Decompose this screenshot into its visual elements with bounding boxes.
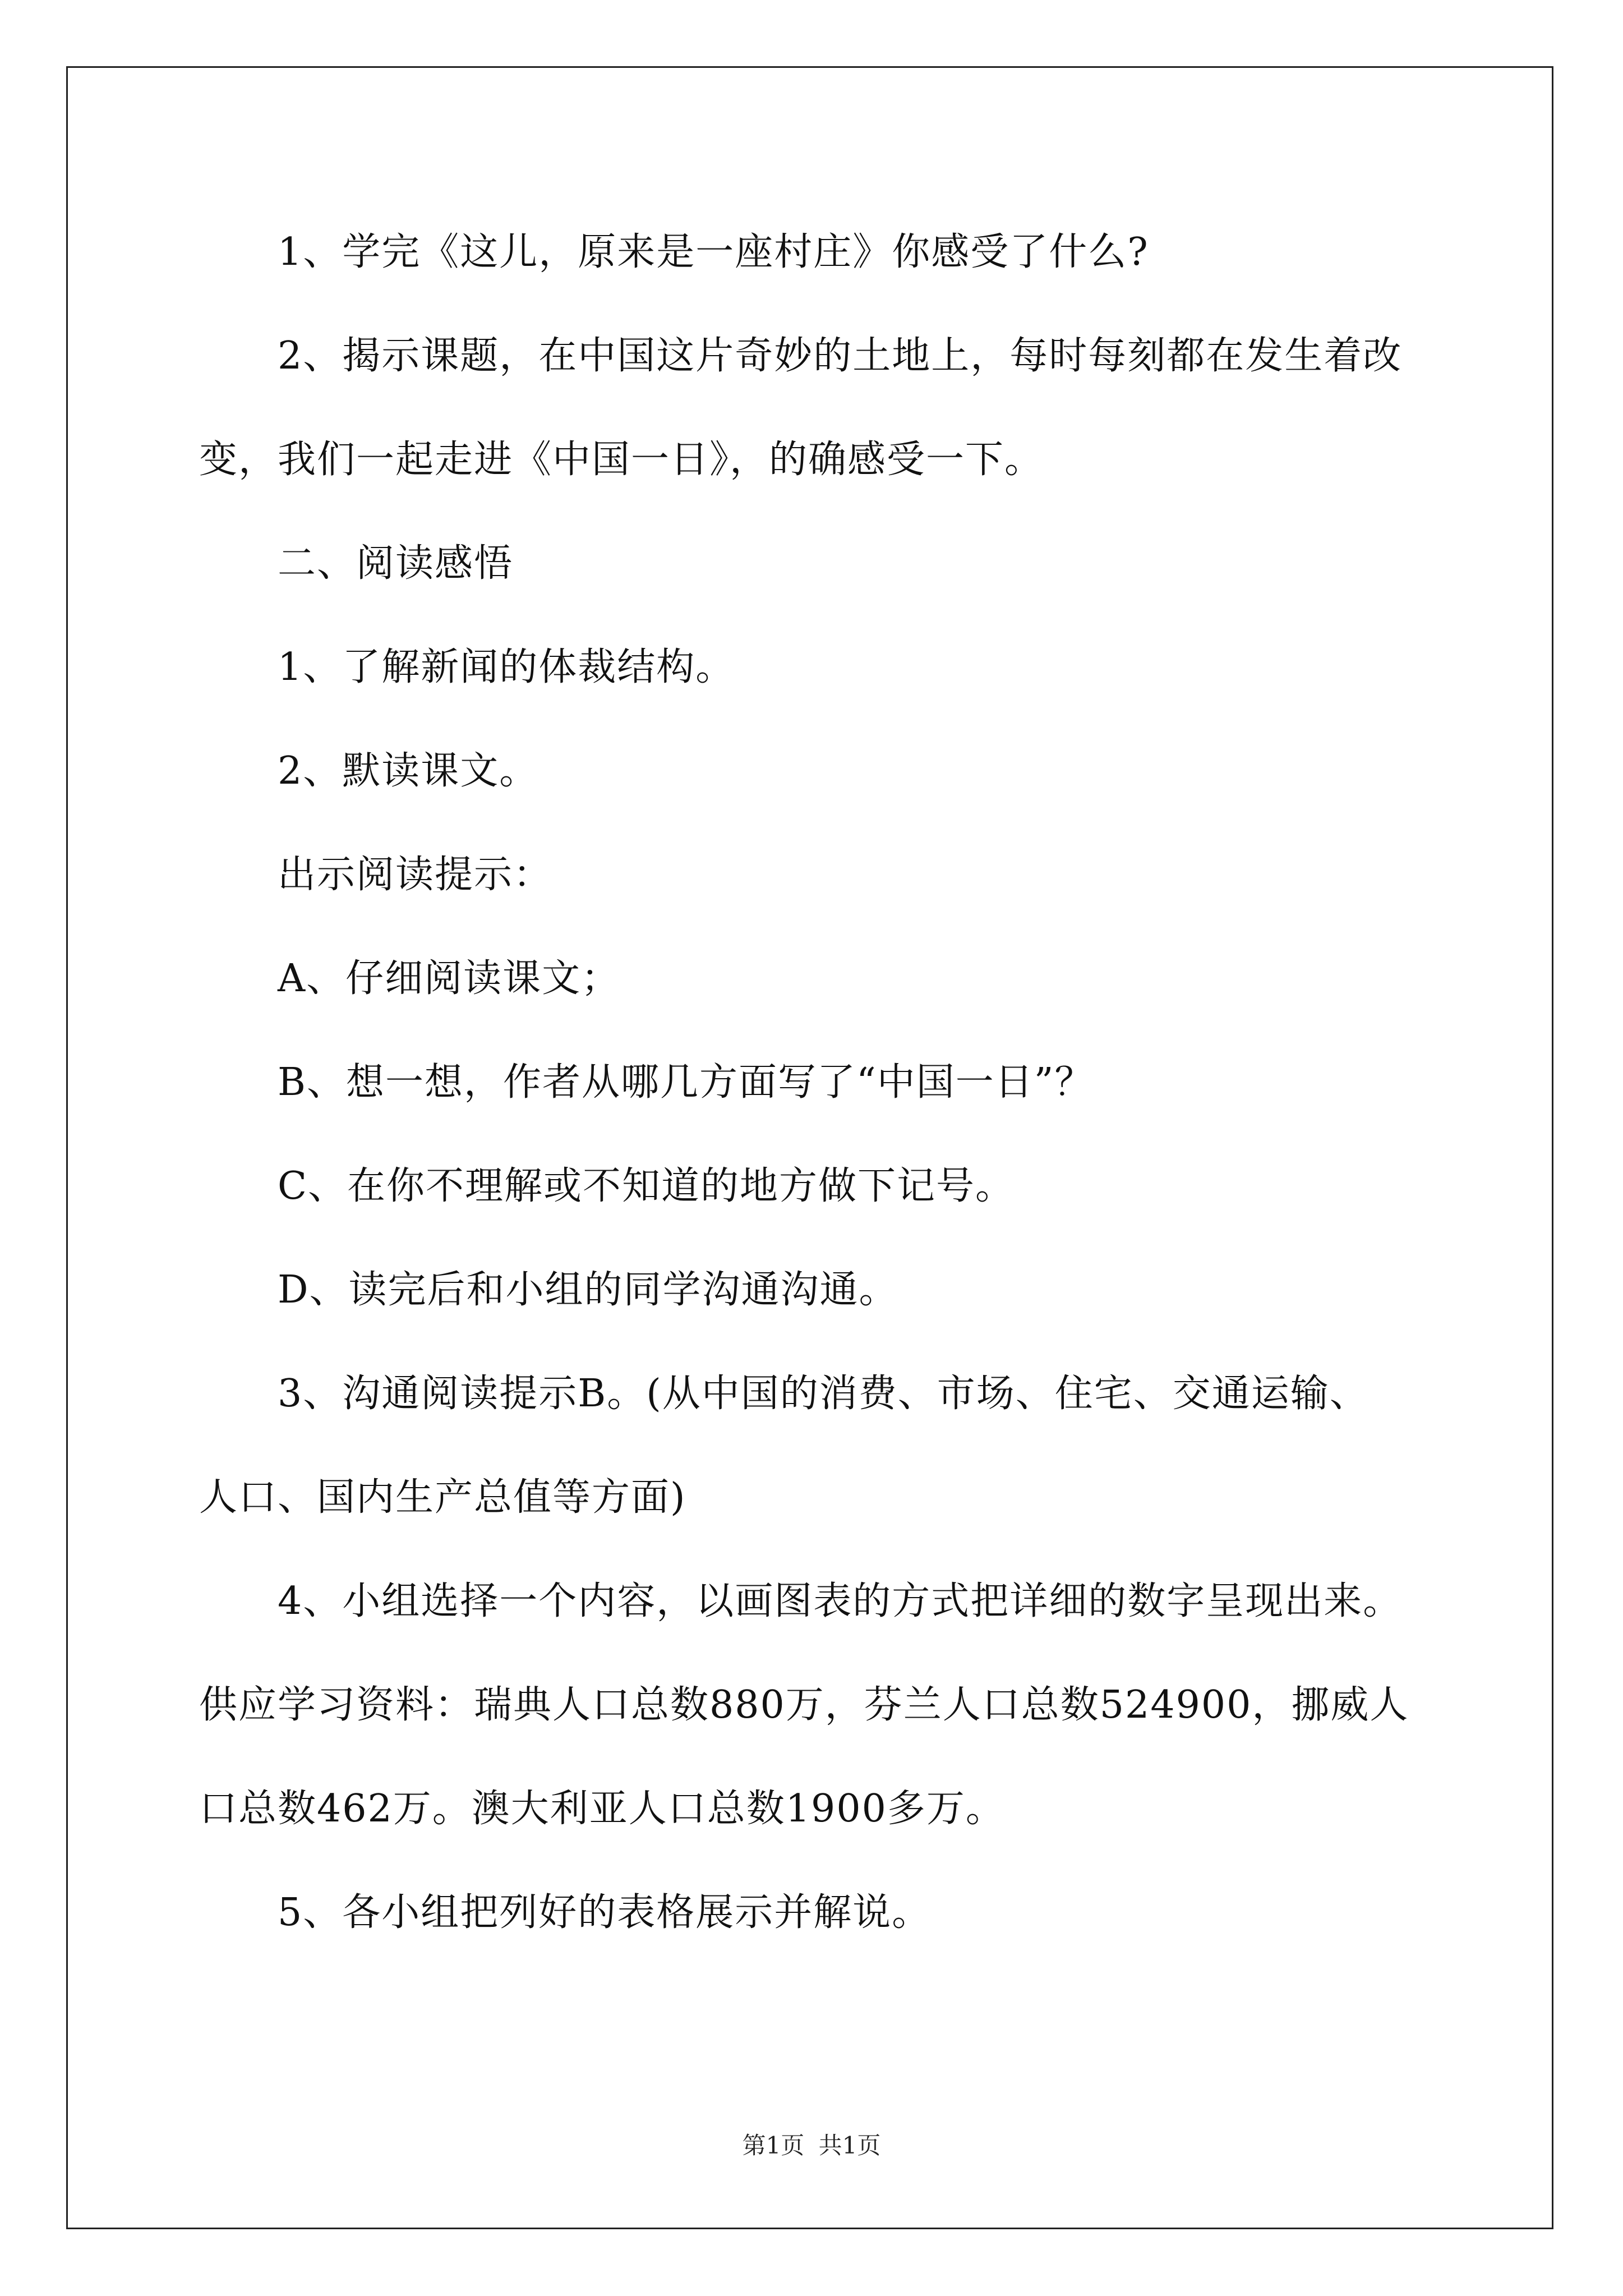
paragraph-line-15: 供应学习资料：瑞典人口总数880万，芬兰人口总数524900，挪威人 xyxy=(199,1683,1409,1727)
paragraph-line-5: 1、了解新闻的体裁结构。 xyxy=(278,645,735,689)
paragraph-line-16: 口总数462万。澳大利亚人口总数1900多万。 xyxy=(199,1787,1005,1831)
paragraph-line-3: 变，我们一起走进《中国一日》，的确感受一下。 xyxy=(199,438,1044,482)
paragraph-line-14: 4、小组选择一个内容，以画图表的方式把详细的数字呈现出来。 xyxy=(278,1579,1403,1623)
paragraph-line-17: 5、各小组把列好的表格展示并解说。 xyxy=(278,1890,932,1935)
page-footer xyxy=(0,2129,1623,2162)
paragraph-line-11: D、读完后和小组的同学沟通沟通。 xyxy=(278,1268,898,1312)
page-number-total: 共1页 xyxy=(818,2132,881,2159)
paragraph-line-8: A、仔细阅读课文； xyxy=(278,956,621,1001)
paragraph-line-7: 出示阅读提示： xyxy=(278,853,553,897)
paragraph-line-12: 3、沟通阅读提示B。(从中国的消费、市场、住宅、交通运输、 xyxy=(278,1372,1369,1416)
paragraph-line-9: B、想一想，作者从哪几方面写了“中国一日”？ xyxy=(278,1060,1094,1105)
paragraph-line-13: 人口、国内生产总值等方面) xyxy=(199,1475,686,1520)
paragraph-line-2: 2、揭示课题，在中国这片奇妙的土地上，每时每刻都在发生着改 xyxy=(278,334,1403,378)
paragraph-line-6: 2、默读课文。 xyxy=(278,749,539,793)
page-number-current: 第1页 xyxy=(742,2132,805,2159)
section-heading: 二、阅读感悟 xyxy=(278,541,514,586)
paragraph-line-1: 1、学完《这儿，原来是一座村庄》你感受了什么? xyxy=(278,230,1149,274)
paragraph-line-10: C、在你不理解或不知道的地方做下记号。 xyxy=(278,1164,1015,1208)
